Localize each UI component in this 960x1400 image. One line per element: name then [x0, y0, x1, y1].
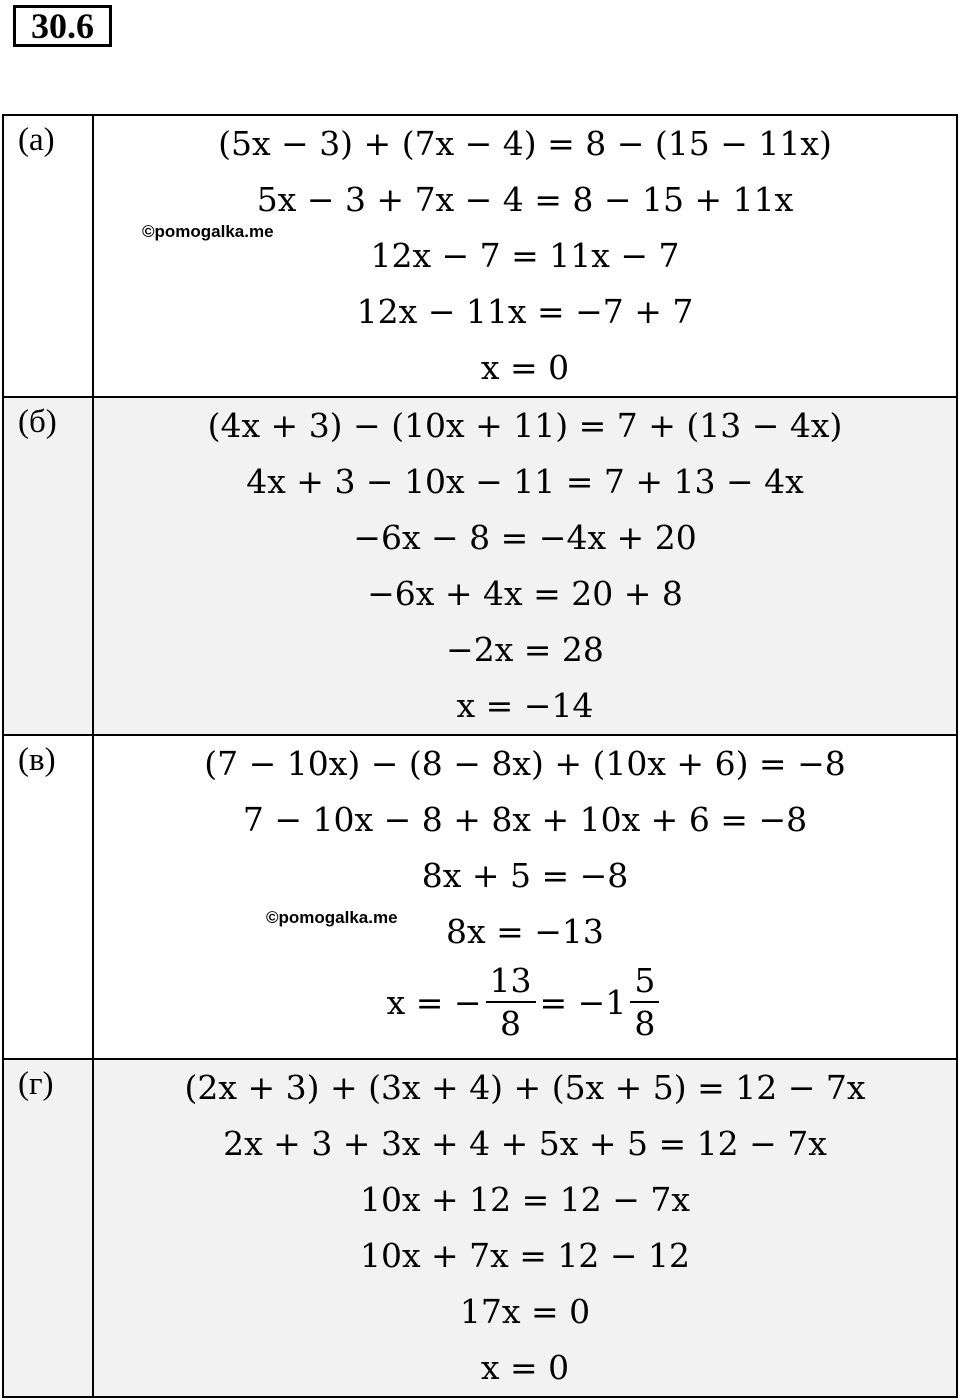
equations-a	[93, 115, 957, 397]
equation-line: −6x − 8 = −4x + 20	[353, 518, 697, 557]
fraction-mid: = −1	[539, 982, 627, 1022]
equation-line: x = 0	[480, 348, 570, 387]
fraction-prefix: x = −	[386, 982, 482, 1022]
equation-line: 8x = −13	[446, 912, 604, 951]
row-label: (а)	[3, 115, 93, 397]
equations-v	[93, 735, 957, 1059]
row-label: (г)	[3, 1059, 93, 1397]
row-label: (в)	[3, 735, 93, 1059]
problem-number: 30.6	[13, 5, 112, 47]
equation-line: 10x + 12 = 12 − 7x	[359, 1180, 691, 1219]
equation-line: 12x − 11x = −7 + 7	[356, 292, 694, 331]
equations-b	[93, 397, 957, 735]
row-g	[3, 1059, 957, 1397]
equation-line: (5x − 3) + (7x − 4) = 8 − (15 − 11x)	[218, 124, 832, 163]
equation-line: −2x = 28	[446, 630, 604, 669]
equation-line: (7 − 10x) − (8 − 8x) + (10x + 6) = −8	[204, 744, 846, 783]
fraction-equation	[94, 960, 956, 1044]
row-b	[3, 397, 957, 735]
equation-line: 8x + 5 = −8	[421, 856, 629, 895]
numerator: 5	[630, 964, 659, 1003]
watermark: ©pomogalka.me	[142, 222, 274, 241]
equation-line: 2x + 3 + 3x + 4 + 5x + 5 = 12 − 7x	[223, 1124, 827, 1163]
equations-g	[93, 1059, 957, 1397]
equation-line: 12x − 7 = 11x − 7	[370, 236, 680, 275]
solution-table	[2, 114, 958, 1398]
equation-line: x = 0	[480, 1348, 570, 1387]
equation-line: (4x + 3) − (10x + 11) = 7 + (13 − 4x)	[207, 406, 843, 445]
watermark: ©pomogalka.me	[266, 908, 398, 927]
row-v	[3, 735, 957, 1059]
equation-line: 17x = 0	[459, 1292, 591, 1331]
equation-line: 7 − 10x − 8 + 8x + 10x + 6 = −8	[242, 800, 808, 839]
row-a	[3, 115, 957, 397]
equation-line: x = −14	[456, 686, 594, 725]
numerator: 13	[486, 964, 536, 1003]
denominator: 8	[634, 1004, 656, 1043]
fraction-13-8	[486, 961, 536, 1043]
equation-line: −6x + 4x = 20 + 8	[367, 574, 683, 613]
denominator: 8	[500, 1004, 522, 1043]
equation-line: 10x + 7x = 12 − 12	[359, 1236, 691, 1275]
equation-line: (2x + 3) + (3x + 4) + (5x + 5) = 12 − 7x	[184, 1068, 866, 1107]
equation-line: 4x + 3 − 10x − 11 = 7 + 13 − 4x	[246, 462, 804, 501]
fraction-5-8	[630, 961, 659, 1043]
equation-line: 5x − 3 + 7x − 4 = 8 − 15 + 11x	[256, 180, 794, 219]
row-label: (б)	[3, 397, 93, 735]
